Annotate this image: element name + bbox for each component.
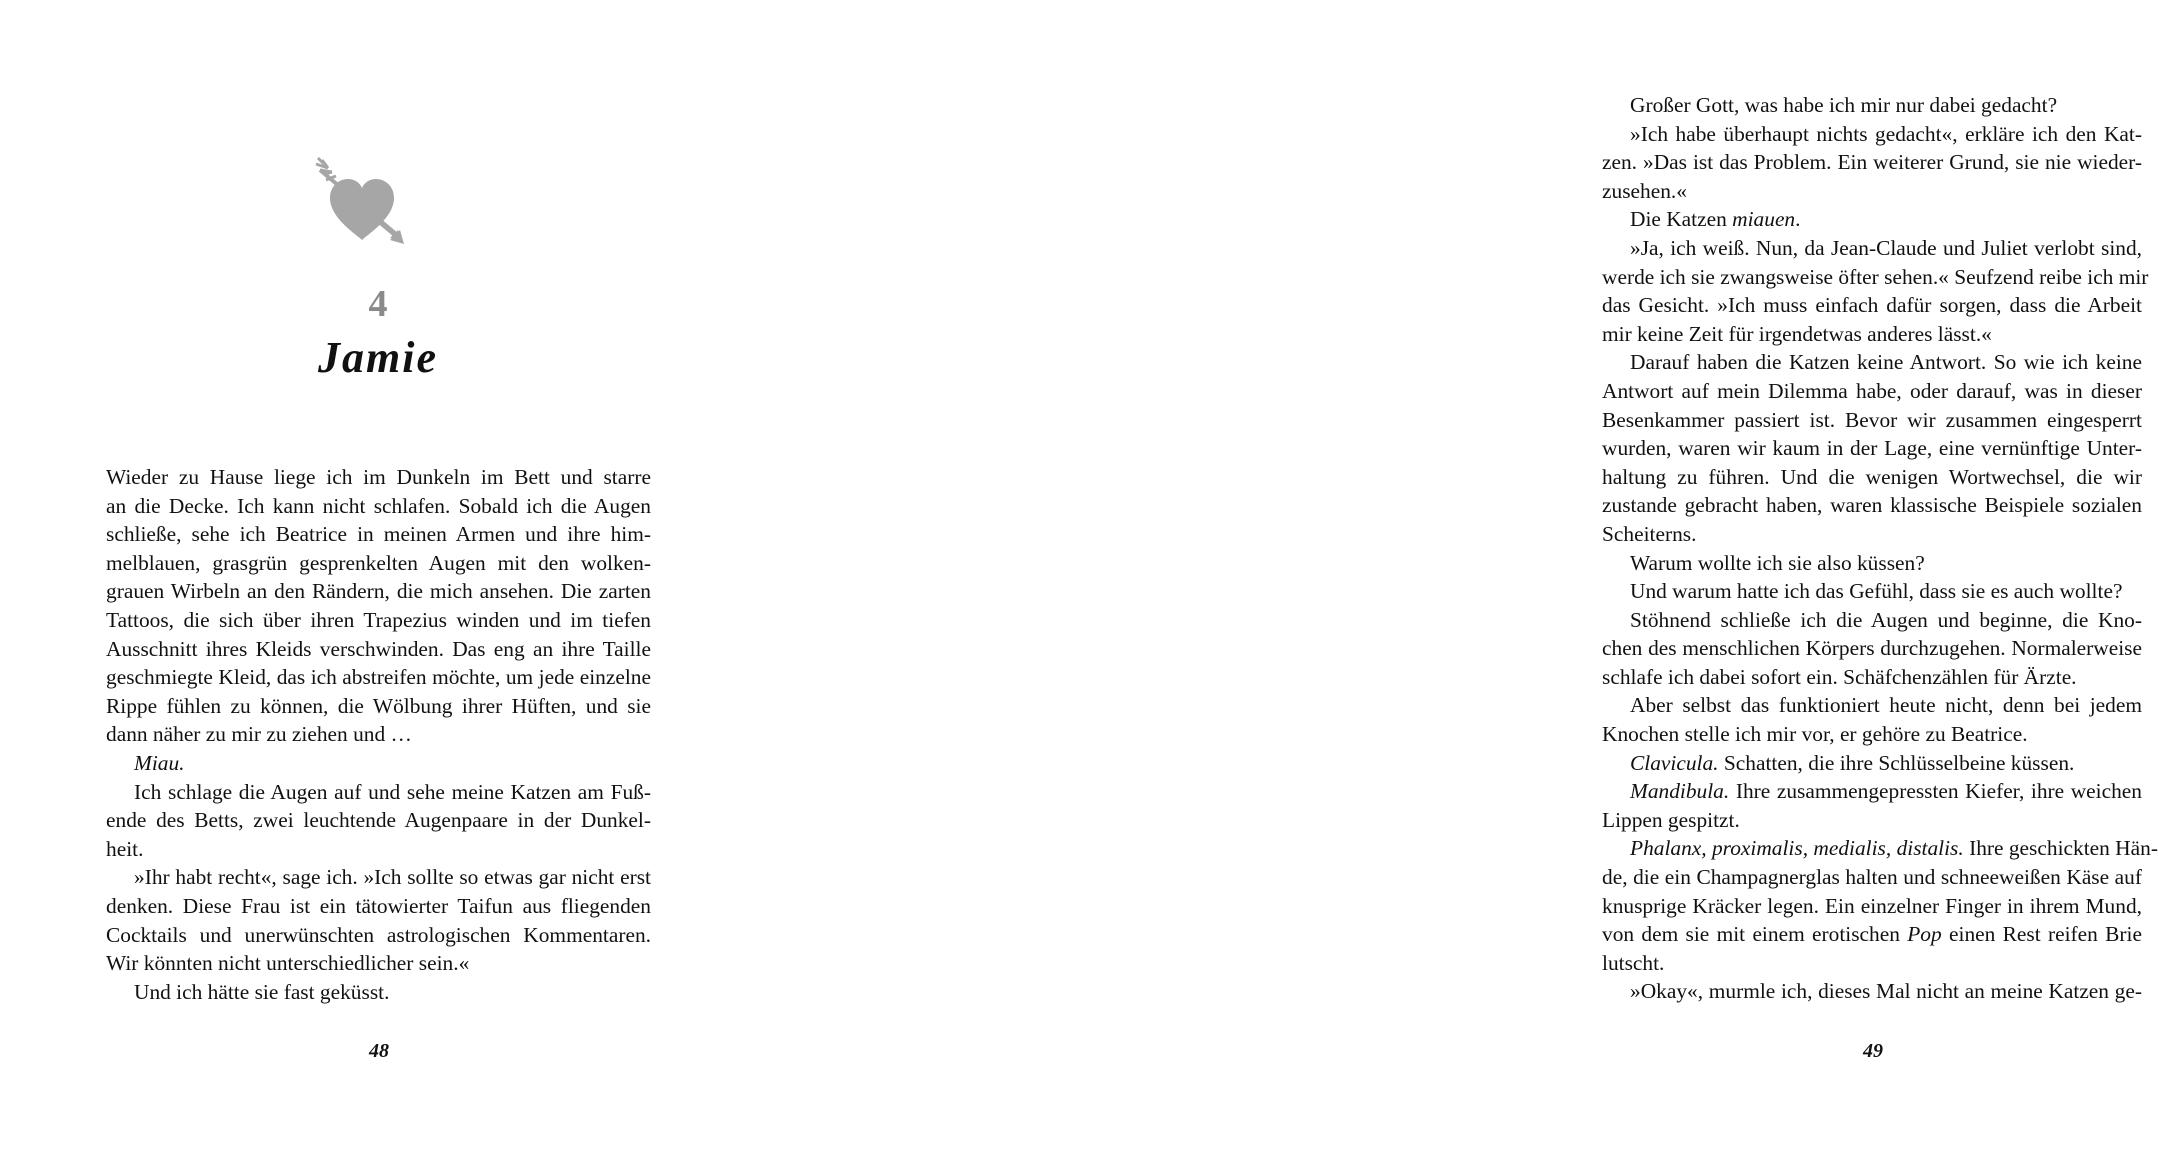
text-line: ende des Betts, zwei leuchtende Augenpaare in der Dunkel- — [106, 808, 651, 833]
text-run: Die Katzen — [1630, 207, 1733, 232]
text-line: wurden, waren wir kaum in der Lage, eine vernünftige Unter- — [1602, 436, 2142, 461]
text-line: Ausschnitt ihres Kleids verschwinden. Das eng an ihre Taille — [106, 636, 651, 661]
text-line: Warum wollte ich sie also küssen? — [1630, 550, 1925, 575]
text-run: . — [1795, 207, 1801, 232]
text-line: Lippen gespitzt. — [1602, 807, 1740, 832]
text-line: »Ja, ich weiß. Nun, da Jean-Claude und Juliet verlobt sind, — [1630, 235, 2142, 260]
text-line: mir keine Zeit für irgendetwas anderes lässt.« — [1602, 321, 1992, 346]
text-line — [1602, 749, 2142, 778]
text-line: Darauf haben die Katzen keine Antwort. So wie ich keine — [1630, 350, 2142, 375]
chapter-number: 4 — [368, 283, 388, 325]
text-line: Cocktails und unerwünschten astrologischen Kommentaren. — [106, 922, 651, 947]
text-line: Und warum hatte ich das Gefühl, dass sie es auch wollte? — [1630, 579, 2123, 604]
text-line: Antwort auf mein Dilemma habe, oder darauf, was in dieser — [1602, 378, 2142, 403]
text-line: Wieder zu Hause liege ich im Dunkeln im Bett und starre — [106, 465, 651, 489]
text-line: Und ich hätte sie fast geküsst. — [134, 979, 390, 1004]
text-line: zustande gebracht haben, waren klassische Beispiele sozialen — [1602, 493, 2142, 518]
text-line: Ich schlage die Augen auf und sehe meine Katzen am Fuß- — [134, 779, 651, 804]
text-line: de, die ein Champagnerglas halten und schneeweißen Käse auf — [1602, 865, 2142, 890]
text-line: das Gesicht. »Ich muss einfach dafür sorgen, dass die Arbeit — [1602, 293, 2142, 318]
text-line: dann näher zu mir zu ziehen und … — [106, 722, 412, 747]
heart-arrow-icon — [312, 158, 412, 254]
text-line: denken. Diese Frau ist ein tätowierter Taifun aus fliegenden — [106, 893, 651, 918]
text-line: melblauen, grasgrün gesprenkelten Augen mit den wolken- — [106, 550, 651, 575]
text-line — [1602, 777, 2142, 806]
text-line — [1602, 920, 2142, 949]
italic-term: Mandibula. — [1630, 779, 1730, 804]
text-run: von dem sie mit einem erotischen — [1602, 922, 1908, 947]
text-line: Stöhnend schließe ich die Augen und beginne, die Kno- — [1630, 607, 2142, 632]
text-line: schließe, sehe ich Beatrice in meinen Armen und ihre him- — [106, 522, 651, 547]
text-line: schlafe ich dabei sofort ein. Schäfchenzählen für Ärzte. — [1602, 664, 2077, 689]
text-line: Rippe fühlen zu können, die Wölbung ihrer Hüften, und sie — [106, 693, 651, 718]
left-page — [0, 0, 750, 1153]
text-line: »Okay«, murmle ich, dieses Mal nicht an meine Katzen ge- — [1630, 979, 2142, 1004]
text-line: grauen Wirbeln an den Rändern, die mich ansehen. Die zarten — [106, 579, 651, 604]
italic-term: miauen — [1732, 207, 1796, 232]
text-line — [1602, 834, 2158, 863]
left-body-text — [106, 463, 651, 1006]
text-line: lutscht. — [1602, 950, 1665, 975]
text-line: chen des menschlichen Körpers durchzugehen. Normalerweise — [1602, 636, 2142, 661]
italic-term: Clavicula. — [1630, 750, 1719, 775]
text-line: Besenkammer passiert ist. Bevor wir zusammen eingesperrt — [1602, 407, 2142, 432]
text-run: Ihre geschickten Hän- — [1963, 836, 2158, 861]
right-page — [750, 0, 2158, 1153]
text-line: Miau. — [134, 750, 185, 775]
text-line: knusprige Kräcker legen. Ein einzelner Finger in ihrem Mund, — [1602, 893, 2142, 918]
text-line — [1602, 205, 2142, 234]
text-line: Aber selbst das funktioniert heute nicht, denn bei jedem — [1630, 693, 2142, 718]
text-run: einen Rest reifen Brie — [1941, 922, 2142, 947]
text-line: werde ich sie zwangsweise öfter sehen.« Seufzend reibe ich mir — [1602, 264, 2149, 289]
page-number-right: 49 — [1863, 1040, 1883, 1062]
text-line: »Ich habe überhaupt nichts gedacht«, erkläre ich den Kat- — [1630, 121, 2142, 146]
text-run: Ihre zusammengepressten Kiefer, ihre weichen — [1729, 779, 2142, 804]
text-line: geschmiegte Kleid, das ich abstreifen möchte, um jede einzelne — [106, 665, 651, 690]
right-body-text — [1602, 91, 2158, 1006]
text-line: Großer Gott, was habe ich mir nur dabei gedacht? — [1630, 93, 2058, 117]
text-line: heit. — [106, 836, 144, 861]
text-line: haltung zu führen. Und die wenigen Wortwechsel, die wir — [1602, 464, 2142, 489]
chapter-title: Jamie — [318, 333, 438, 382]
text-line: »Ihr habt recht«, sage ich. »Ich sollte so etwas gar nicht erst — [134, 865, 651, 890]
text-line: Knochen stelle ich mir vor, er gehöre zu Beatrice. — [1602, 722, 2028, 747]
text-line: Scheiterns. — [1602, 521, 1697, 546]
text-line: zen. »Das ist das Problem. Ein weiterer Grund, sie nie wieder- — [1602, 150, 2142, 175]
italic-term: Phalanx, proximalis, medialis, distalis. — [1630, 836, 1964, 861]
text-run: Schatten, die ihre Schlüsselbeine küssen. — [1718, 750, 2075, 775]
text-line: an die Decke. Ich kann nicht schlafen. Sobald ich die Augen — [106, 493, 651, 518]
text-line: zusehen.« — [1602, 178, 1687, 203]
italic-term: Pop — [1907, 922, 1942, 947]
page-number-left: 48 — [369, 1040, 389, 1062]
text-line: Wir könnten nicht unterschiedlicher sein.« — [106, 951, 470, 976]
text-line: Tattoos, die sich über ihren Trapezius winden und im tiefen — [106, 607, 651, 632]
